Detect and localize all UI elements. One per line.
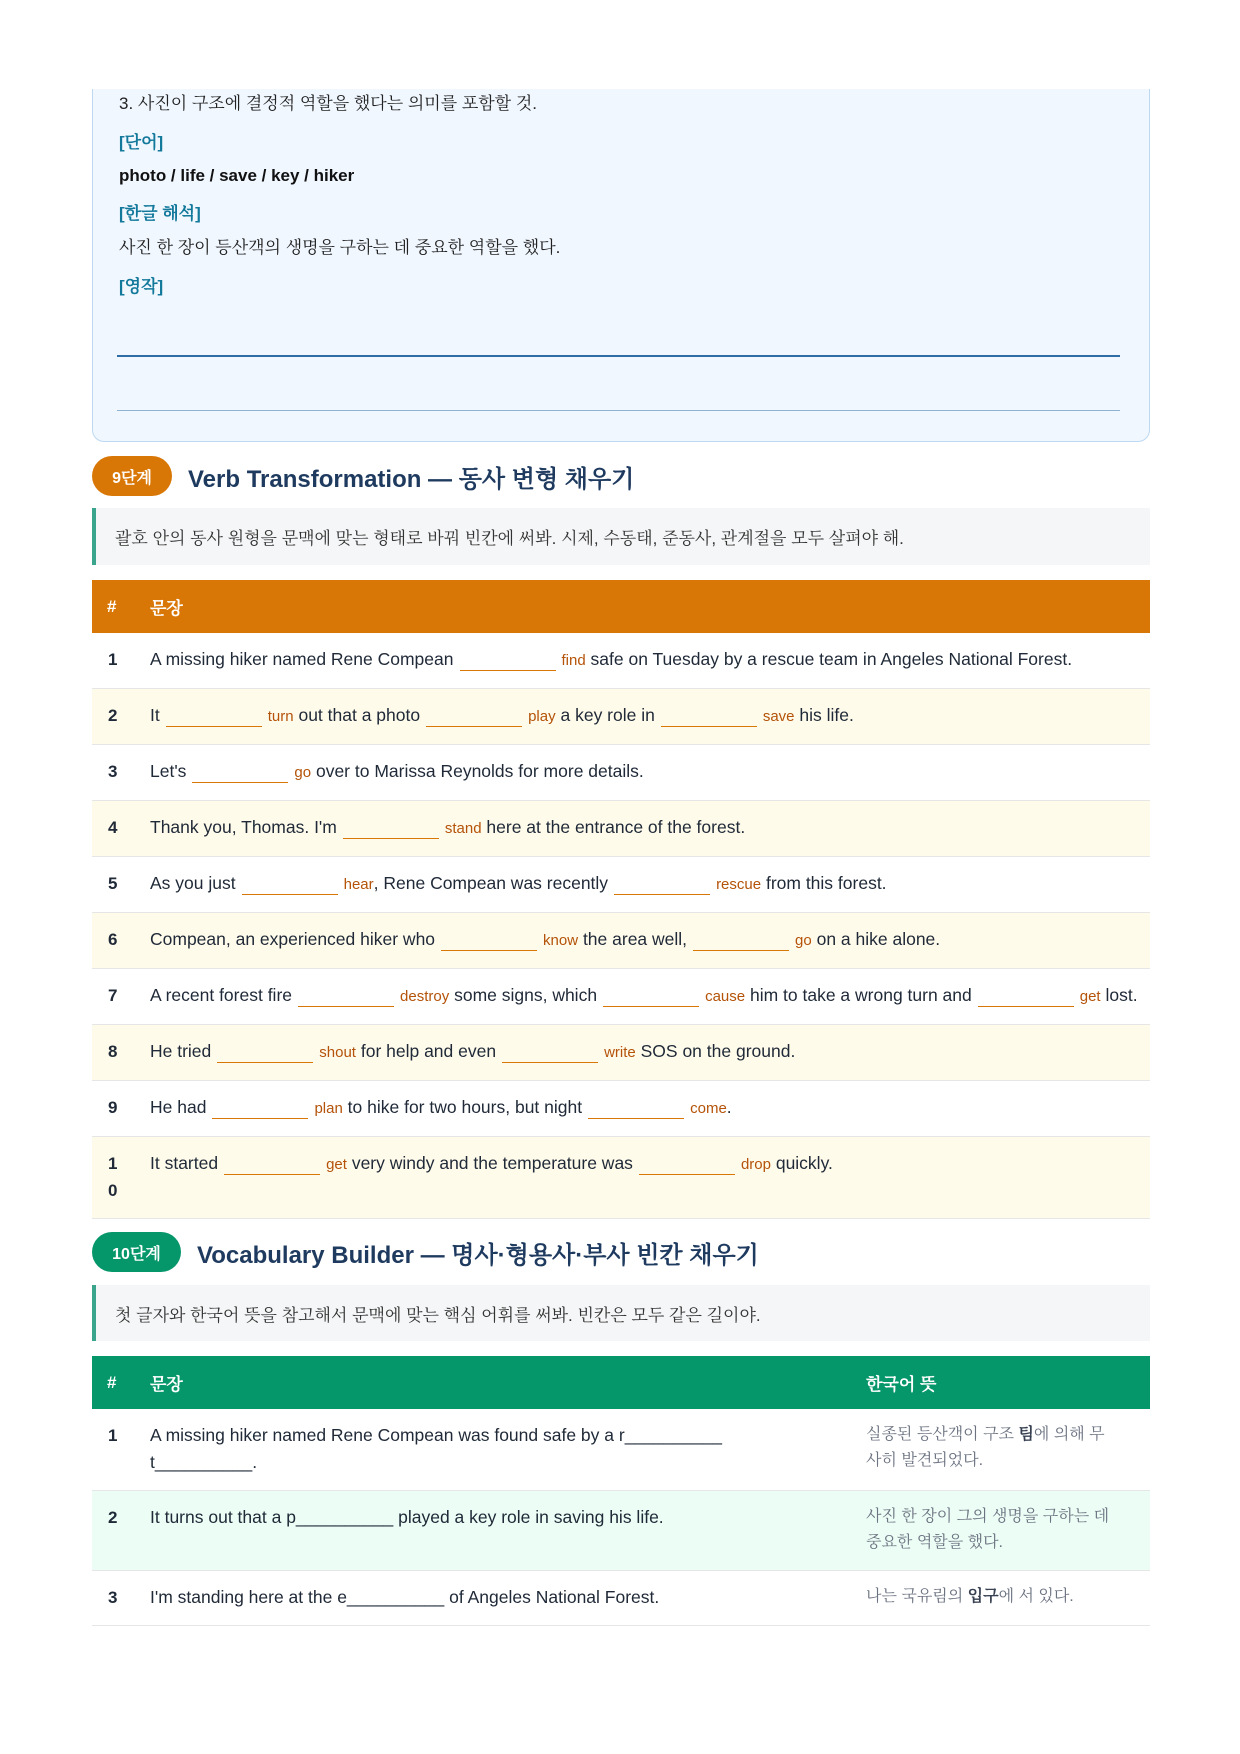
answer-blank <box>192 763 288 783</box>
verb-transformation-table <box>92 580 1150 1219</box>
row-number: 2 <box>108 1508 118 1527</box>
task-condition: 3. 사진이 구조에 결정적 역할을 했다는 의미를 포함할 것. <box>119 94 537 113</box>
row-number: 2 <box>108 706 118 725</box>
verb-hint: find <box>561 652 586 669</box>
answer-blank <box>212 1099 308 1119</box>
column-header-number: # <box>107 1372 117 1392</box>
words-label: [단어] <box>119 133 164 152</box>
sentence-text: Thank you, Thomas. I'm <box>150 817 337 837</box>
instruction-text: 첫 글자와 한국어 뜻을 참고해서 문맥에 맞는 핵심 어휘를 써봐. 빈칸은 모두 같은 길이야. <box>115 1305 761 1325</box>
row-meaning <box>866 1409 1150 1491</box>
step-instructions <box>92 508 1150 565</box>
row-sentence: It turns out that a p__________ played a key role in saving his life. <box>150 1507 664 1527</box>
row-sentence <box>150 1137 1150 1219</box>
sentence-text: lost. <box>1100 985 1138 1005</box>
sentence-text: here at the entrance of the forest. <box>481 817 746 837</box>
sentence-text: It <box>150 705 160 725</box>
sentence-text: safe on Tuesday by a rescue team in Angeles National Forest. <box>585 649 1073 669</box>
step-title: Verb Transformation — 동사 변형 채우기 <box>188 465 635 493</box>
step-badge: 9단계 <box>92 456 172 496</box>
row-number: 7 <box>108 986 118 1005</box>
sentence-text: on a hike alone. <box>811 929 941 949</box>
sentence-text: the area well, <box>578 929 688 949</box>
row-meaning <box>866 1491 1150 1571</box>
verb-hint: come <box>690 1100 727 1117</box>
answer-blank <box>217 1043 313 1063</box>
answer-blank <box>502 1043 598 1063</box>
sentence-text: Compean, an experienced hiker who <box>150 929 436 949</box>
step-badge: 10단계 <box>92 1232 181 1272</box>
sentence-text: some signs, which <box>449 985 598 1005</box>
word-list: photo / life / save / key / hiker <box>119 166 355 185</box>
answer-blank <box>603 987 699 1007</box>
verb-hint: plan <box>314 1100 343 1117</box>
answer-blank <box>426 707 522 727</box>
sentence-text: It started <box>150 1153 219 1173</box>
table-row <box>92 745 1150 801</box>
row-sentence <box>150 913 1150 969</box>
table-row <box>92 1571 1150 1626</box>
meaning-text: 실종된 등산객이 구조 <box>866 1426 1019 1443</box>
verb-hint: drop <box>740 1156 771 1173</box>
row-number: 6 <box>108 930 118 949</box>
sentence-text: out that a photo <box>293 705 421 725</box>
answer-blank <box>343 819 439 839</box>
sentence-text: a key role in <box>555 705 655 725</box>
column-header-number: # <box>107 596 117 616</box>
row-sentence <box>150 969 1150 1025</box>
row-number: 1 <box>108 1426 118 1445</box>
composition-task-card <box>92 89 1150 442</box>
column-header-sentence: 문장 <box>150 599 183 618</box>
answer-blank <box>166 707 262 727</box>
table-row <box>92 969 1150 1025</box>
row-number: 4 <box>108 818 118 837</box>
sentence-text: He had <box>150 1097 207 1117</box>
sentence-text: SOS on the ground. <box>635 1041 796 1061</box>
sentence-text: Let's <box>150 761 187 781</box>
answer-line <box>117 410 1120 411</box>
table-header-row <box>92 1356 1150 1409</box>
table-row <box>92 689 1150 745</box>
verb-hint: play <box>528 708 556 725</box>
table-row <box>92 1491 1150 1571</box>
verb-hint: cause <box>705 988 746 1005</box>
table-row <box>92 633 1150 689</box>
meaning-keyword: 팀 <box>1018 1426 1034 1443</box>
answer-line <box>117 355 1120 357</box>
sentence-text: to hike for two hours, but night <box>342 1097 583 1117</box>
table-body <box>92 1409 1150 1626</box>
sentence-text: from this forest. <box>761 873 887 893</box>
instruction-text: 괄호 안의 동사 원형을 문맥에 맞는 형태로 바꿔 빈칸에 써봐. 시제, 수동태, 준동사, 관계절을 모두 살펴야 해. <box>115 529 904 548</box>
verb-hint: know <box>543 932 579 949</box>
verb-hint: save <box>762 708 795 725</box>
meaning-text: 나는 국유림의 <box>866 1588 968 1605</box>
row-number: 5 <box>108 874 118 893</box>
sentence-text: over to Marissa Reynolds for more details. <box>311 761 644 781</box>
row-number: 9 <box>108 1098 118 1117</box>
verb-hint: shout <box>319 1044 356 1061</box>
sentence-text: his life. <box>794 705 854 725</box>
sentence-text: A missing hiker named Rene Compean <box>150 649 454 669</box>
korean-translation: 사진 한 장이 등산객의 생명을 구하는 데 중요한 역할을 했다. <box>119 238 561 257</box>
answer-blank <box>588 1099 684 1119</box>
row-number: 3 <box>108 1588 118 1607</box>
answer-blank <box>460 651 556 671</box>
row-sentence <box>150 633 1150 689</box>
sentence-text: He tried <box>150 1041 212 1061</box>
column-header-meaning: 한국어 뜻 <box>866 1375 937 1394</box>
answer-blank <box>978 987 1074 1007</box>
sentence-text: him to take a wrong turn and <box>745 985 972 1005</box>
table-row <box>92 801 1150 857</box>
vocabulary-table <box>92 1356 1150 1626</box>
step-instructions <box>92 1285 1150 1341</box>
worksheet-content <box>92 89 1150 1626</box>
table-row <box>92 857 1150 913</box>
answer-blank <box>298 987 394 1007</box>
row-meaning <box>866 1571 1150 1626</box>
answer-blank <box>224 1155 320 1175</box>
step9-header <box>92 456 1150 496</box>
row-sentence: A missing hiker named Rene Compean was found safe by a r__________ t__________. <box>150 1425 723 1472</box>
sentence-text: for help and even <box>355 1041 497 1061</box>
table-header-row <box>92 580 1150 633</box>
step10-header <box>92 1232 1150 1272</box>
table-row <box>92 913 1150 969</box>
table-row <box>92 1409 1150 1491</box>
row-sentence: I'm standing here at the e__________ of Angeles National Forest. <box>150 1587 660 1607</box>
answer-blank <box>242 875 338 895</box>
table-row <box>92 1081 1150 1137</box>
table-body <box>92 633 1150 1219</box>
composition-label: [영작] <box>119 277 164 296</box>
row-number: 3 <box>108 762 118 781</box>
row-number: 1 <box>108 650 118 669</box>
row-sentence <box>150 745 1150 801</box>
table-row <box>92 1025 1150 1081</box>
verb-hint: rescue <box>716 876 762 893</box>
verb-hint: get <box>326 1156 347 1173</box>
sentence-text: very windy and the temperature was <box>346 1153 633 1173</box>
verb-hint: get <box>1079 988 1101 1005</box>
verb-hint: go <box>294 764 312 781</box>
answer-blank <box>661 707 757 727</box>
column-header-sentence: 문장 <box>150 1375 183 1394</box>
meaning-text: 에 의해 무사히 발견되었다. <box>866 1426 1105 1469</box>
row-sentence <box>150 801 1150 857</box>
verb-hint: hear <box>343 876 374 893</box>
answer-blank <box>639 1155 735 1175</box>
row-sentence <box>150 1025 1150 1081</box>
verb-hint: turn <box>267 708 294 725</box>
meaning-keyword: 입구 <box>967 1588 999 1605</box>
meaning-text: 사진 한 장이 그의 생명을 구하는 데 중요한 역할을 했다. <box>866 1508 1110 1551</box>
sentence-text: . <box>726 1097 732 1117</box>
answer-blank <box>614 875 710 895</box>
answer-blank <box>441 931 537 951</box>
sentence-text: , Rene Compean was recently <box>373 873 609 893</box>
meaning-text: 에 서 있다. <box>998 1588 1074 1605</box>
table-row <box>92 1137 1150 1219</box>
row-sentence <box>150 857 1150 913</box>
sentence-text: quickly. <box>770 1153 833 1173</box>
step-title: Vocabulary Builder — 명사·형용사·부사 빈칸 채우기 <box>197 1241 759 1269</box>
verb-hint: write <box>604 1044 636 1061</box>
verb-hint: go <box>795 932 812 949</box>
sentence-text: A recent forest fire <box>150 985 293 1005</box>
verb-hint: stand <box>444 820 482 837</box>
row-number: 10 <box>108 1154 118 1200</box>
translation-label: [한글 해석] <box>119 204 201 223</box>
answer-blank <box>693 931 789 951</box>
row-number: 8 <box>108 1042 118 1061</box>
sentence-text: As you just <box>150 873 236 893</box>
verb-hint: destroy <box>400 988 450 1005</box>
row-sentence <box>150 1081 1150 1137</box>
row-sentence <box>150 689 1150 745</box>
